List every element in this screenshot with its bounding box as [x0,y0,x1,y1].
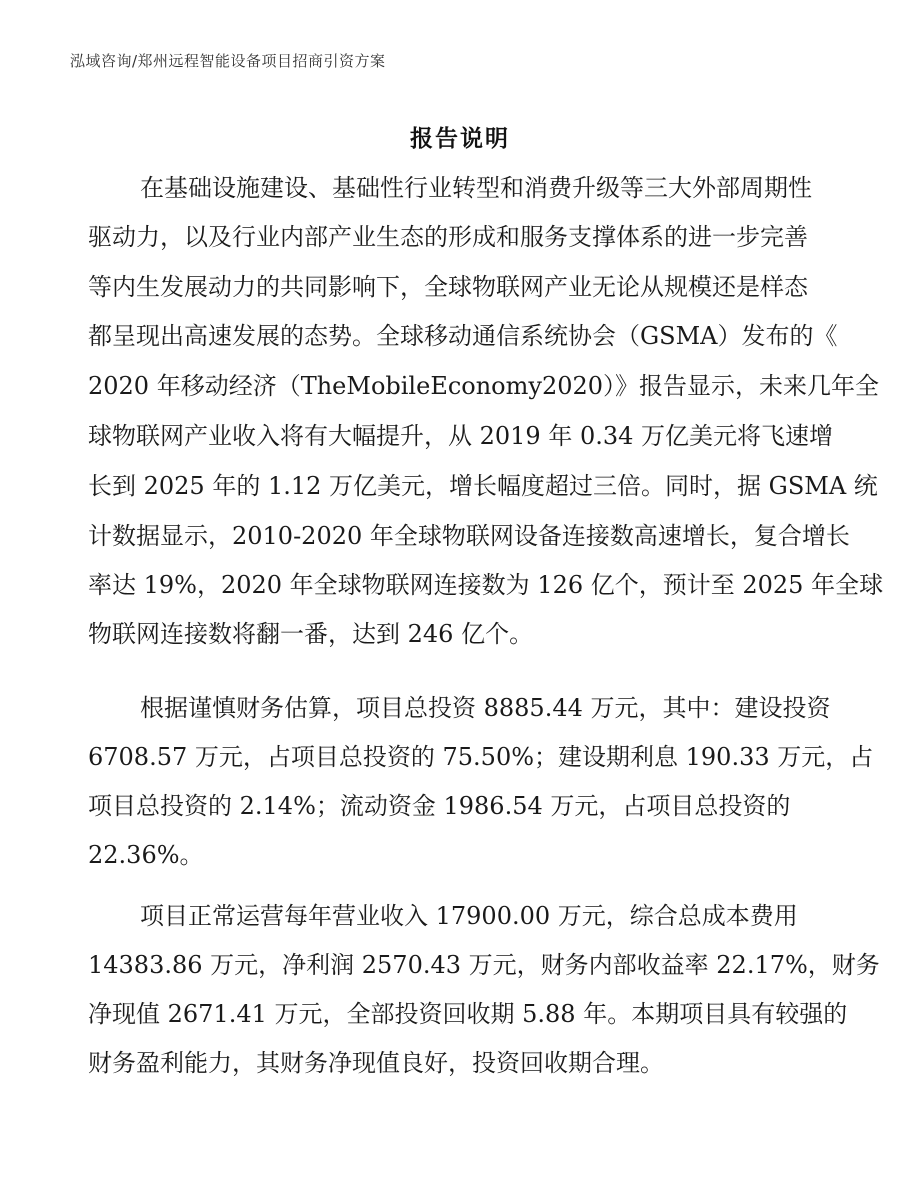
text-line: 项目正常运营每年营业收入 17900.00 万元，综合总成本费用 [140,902,798,930]
text-line: 球物联网产业收入将有大幅提升，从 2019 年 0.34 万亿美元将飞速增 [88,422,834,450]
text-line: 2020 年移动经济（TheMobileEconomy2020）》报告显示，未来几年全 [88,372,880,400]
text-line: 14383.86 万元，净利润 2570.43 万元，财务内部收益率 22.17%，财务 [88,951,880,979]
text-line: 等内生发展动力的共同影响下，全球物联网产业无论从规模还是样态 [88,273,808,301]
text-line: 率达 19%，2020 年全球物联网连接数为 126 亿个，预计至 2025 年全球 [88,571,884,599]
text-line: 项目总投资的 2.14%；流动资金 1986.54 万元，占项目总投资的 [88,792,791,820]
text-line: 22.36%。 [88,841,204,869]
text-line: 净现值 2671.41 万元，全部投资回收期 5.88 年。本期项目具有较强的 [88,1000,848,1028]
text-line: 6708.57 万元，占项目总投资的 75.50%；建设期利息 190.33 万元，占 [88,743,874,771]
text-line: 物联网连接数将翻一番，达到 246 亿个。 [88,620,534,648]
text-line: 长到 2025 年的 1.12 万亿美元，增长幅度超过三倍。同时，据 GSMA 统 [88,472,878,500]
text-line: 驱动力，以及行业内部产业生态的形成和服务支撑体系的进一步完善 [88,223,808,251]
text-line: 在基础设施建设、基础性行业转型和消费升级等三大外部周期性 [140,174,812,202]
document-title: 报告说明 [410,126,510,152]
text-line: 根据谨慎财务估算，项目总投资 8885.44 万元，其中：建设投资 [140,694,831,722]
text-line: 财务盈利能力，其财务净现值良好，投资回收期合理。 [88,1049,664,1077]
text-line: 计数据显示，2010-2020 年全球物联网设备连接数高速增长，复合增长 [88,522,850,550]
running-header: 泓域咨询/郑州远程智能设备项目招商引资方案 [70,52,386,70]
text-line: 都呈现出高速发展的态势。全球移动通信系统协会（GSMA）发布的《 [88,322,838,350]
